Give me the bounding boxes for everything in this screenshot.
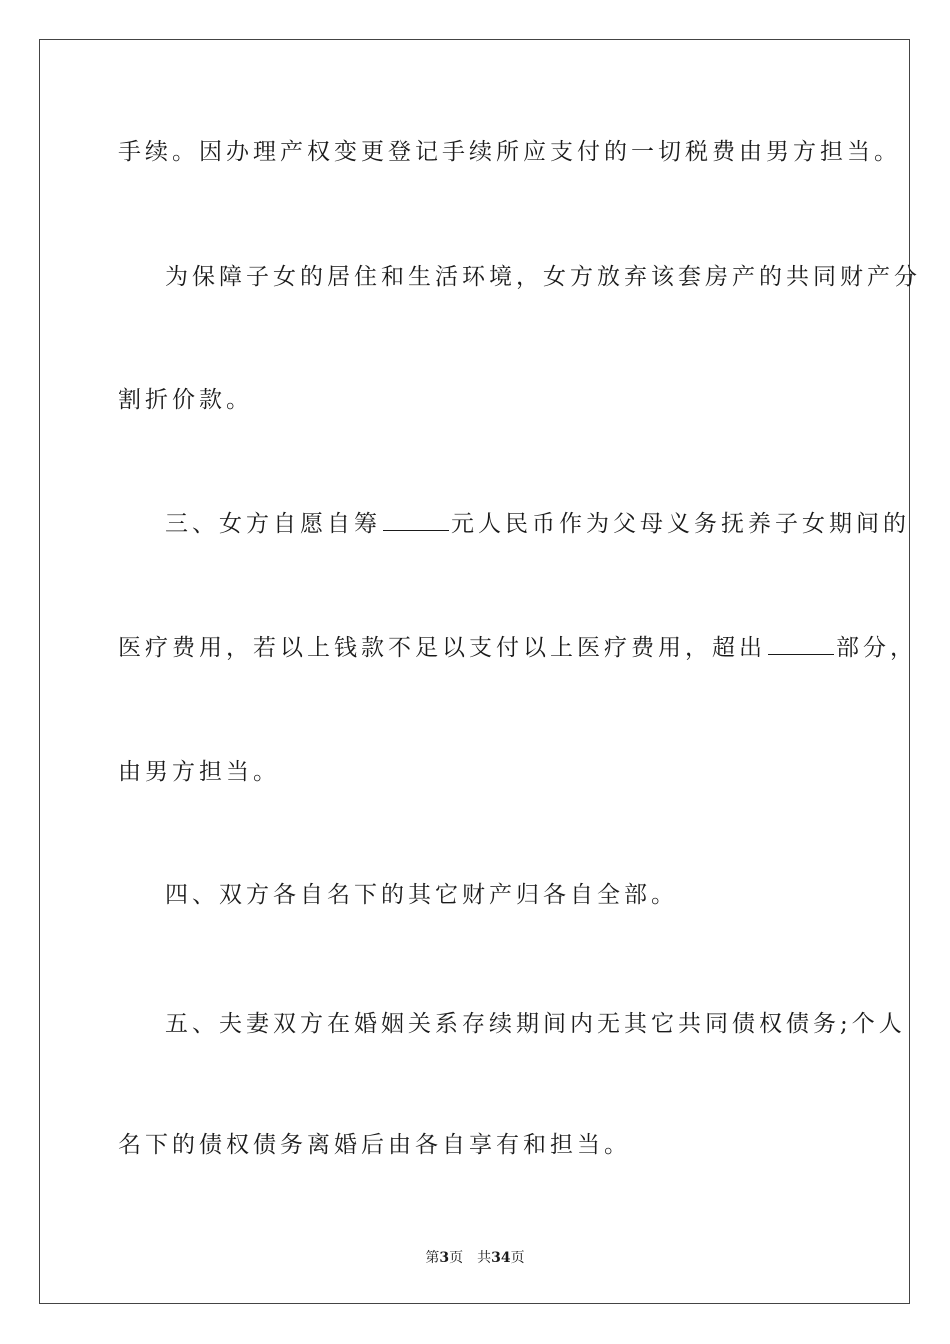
paragraph-line-3: 割折价款。 — [118, 387, 253, 413]
line-5-after-blank: 部分， — [836, 635, 917, 661]
paragraph-line-7: 四、双方各自名下的其它财产归各自全部。 — [165, 882, 678, 908]
paragraph-line-2: 为保障子女的居住和生活环境，女方放弃该套房产的共同财产分 — [165, 264, 921, 290]
paragraph-line-5 — [118, 633, 917, 663]
line-4-before-blank: 三、女方自愿自筹 — [165, 511, 381, 537]
line-5-before-blank: 医疗费用，若以上钱款不足以支付以上医疗费用，超出 — [118, 635, 766, 661]
total-suffix: 页 — [510, 1250, 525, 1266]
page-number: 3 — [439, 1250, 450, 1266]
page-border — [39, 39, 910, 1304]
page-prefix: 第 — [425, 1250, 440, 1266]
page-footer — [0, 1247, 950, 1267]
paragraph-line-9: 名下的债权债务离婚后由各自享有和担当。 — [118, 1132, 631, 1158]
paragraph-line-6: 由男方担当。 — [118, 759, 280, 785]
paragraph-line-4 — [165, 509, 910, 539]
total-prefix: 共 — [477, 1250, 492, 1266]
paragraph-line-8: 五、夫妻双方在婚姻关系存续期间内无其它共同债权债务;个人 — [165, 1011, 906, 1037]
line-4-after-blank: 元人民币作为父母义务抚养子女期间的 — [451, 511, 910, 537]
total-pages: 34 — [491, 1250, 511, 1266]
page-suffix: 页 — [449, 1250, 464, 1266]
paragraph-line-1: 手续。因办理产权变更登记手续所应支付的一切税费由男方担当。 — [118, 139, 901, 165]
excess-blank — [768, 634, 834, 655]
amount-blank — [383, 510, 449, 531]
